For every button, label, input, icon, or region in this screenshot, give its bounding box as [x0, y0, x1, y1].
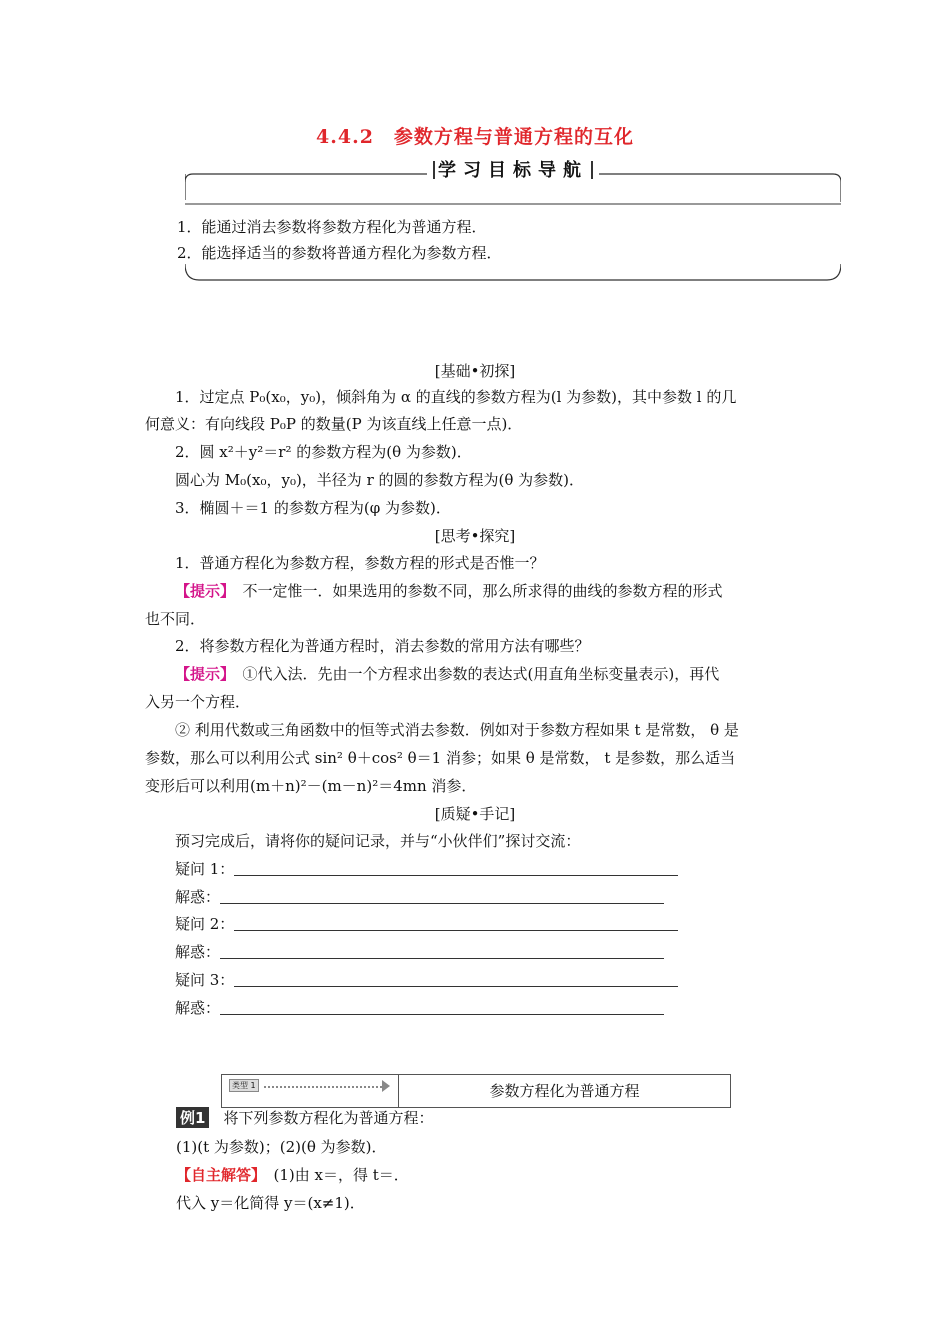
write-line[interactable]: [234, 972, 678, 987]
section-heading-notes: [质疑•手记]: [434, 805, 516, 823]
type-banner-left: [222, 1075, 399, 1107]
note-question-3: 疑问 3：: [175, 969, 678, 990]
question-2: 2．将参数方程化为普通方程时，消去参数的常用方法有哪些？: [175, 637, 590, 655]
goal-item-2: 2．能选择适当的参数将普通方程化为参数方程．: [177, 244, 502, 262]
basics-line-1b: 何意义：有向线段 P₀P 的数量(P 为该直线上任意一点)．: [145, 415, 523, 433]
answer-line-2: 代入 y＝化简得 y＝(x≠1)．: [176, 1194, 365, 1212]
answer-2a: 【提示】 ①代入法．先由一个方程求出参数的表达式(用直角坐标变量表示)，再代: [175, 665, 720, 683]
hint-label: 【提示】: [175, 665, 228, 683]
learning-goals-box: [177, 160, 841, 282]
type-label: 参数方程化为普通方程: [489, 1082, 640, 1100]
write-line[interactable]: [220, 1000, 664, 1015]
hint-label: 【提示】: [175, 582, 228, 600]
goal-item-1: 1．能通过消去参数将参数方程化为普通方程．: [177, 218, 487, 236]
goals-heading: 学习目标导航: [427, 158, 599, 184]
arrow-line: [264, 1086, 386, 1088]
answer-2b: 入另一个方程．: [145, 693, 251, 711]
write-line[interactable]: [220, 889, 664, 904]
write-line[interactable]: [234, 916, 678, 931]
example-line: 例1 将下列参数方程化为普通方程：: [176, 1107, 433, 1128]
page-title: 4.4.2 参数方程与普通方程的互化: [316, 126, 634, 148]
answer-1a: 【提示】 不一定惟一．如果选用的参数不同，那么所求得的曲线的参数方程的形式: [175, 582, 723, 600]
answer-label: 【自主解答】: [176, 1166, 259, 1184]
basics-line-3: 圆心为 M₀(x₀，y₀)，半径为 r 的圆的参数方程为(θ 为参数)．: [175, 471, 585, 489]
section-heading-thinking: [思考•探究]: [434, 527, 516, 545]
answer-2e: 变形后可以利用(m＋n)²－(m－n)²＝4mn 消参．: [145, 777, 477, 795]
note-answer-3: 解惑：: [175, 997, 664, 1018]
write-line[interactable]: [234, 861, 678, 876]
basics-line-4: 3．椭圆＋＝1 的参数方程为(φ 为参数)．: [175, 499, 451, 517]
type-banner: [221, 1074, 731, 1108]
write-line[interactable]: [220, 944, 664, 959]
example-badge: 例1: [176, 1107, 209, 1128]
type-tag: 类型 1: [229, 1079, 259, 1092]
note-question-2: 疑问 2：: [175, 913, 678, 934]
notes-intro: 预习完成后，请将你的疑问记录，并与“小伙伴们”探讨交流：: [175, 832, 581, 850]
note-question-1: 疑问 1：: [175, 858, 678, 879]
arrow-right-icon: [382, 1080, 390, 1092]
note-answer-1: 解惑：: [175, 886, 664, 907]
answer-1b: 也不同．: [145, 610, 206, 628]
example-parts: (1)(t 为参数)；(2)(θ 为参数)．: [176, 1138, 387, 1156]
basics-line-2: 2．圆 x²＋y²＝r² 的参数方程为(θ 为参数)．: [175, 443, 472, 461]
answer-2d: 参数，那么可以利用公式 sin² θ＋cos² θ＝1 消参；如果 θ 是常数， t 是参数，那么适当: [145, 749, 736, 767]
answer-line-1: 【自主解答】 (1)由 x＝，得 t＝．: [176, 1166, 409, 1184]
note-answer-2: 解惑：: [175, 941, 664, 962]
question-1: 1．普通方程化为参数方程，参数方程的形式是否惟一？: [175, 554, 545, 572]
basics-line-1a: 1．过定点 P₀(x₀，y₀)，倾斜角为 α 的直线的参数方程为(l 为参数)，其中参数 l 的几: [175, 388, 737, 406]
answer-2c: ② 利用代数或三角函数中的恒等式消去参数．例如对于参数方程如果 t 是常数， θ 是: [175, 721, 739, 739]
section-heading-basics: [基础•初探]: [434, 362, 516, 380]
